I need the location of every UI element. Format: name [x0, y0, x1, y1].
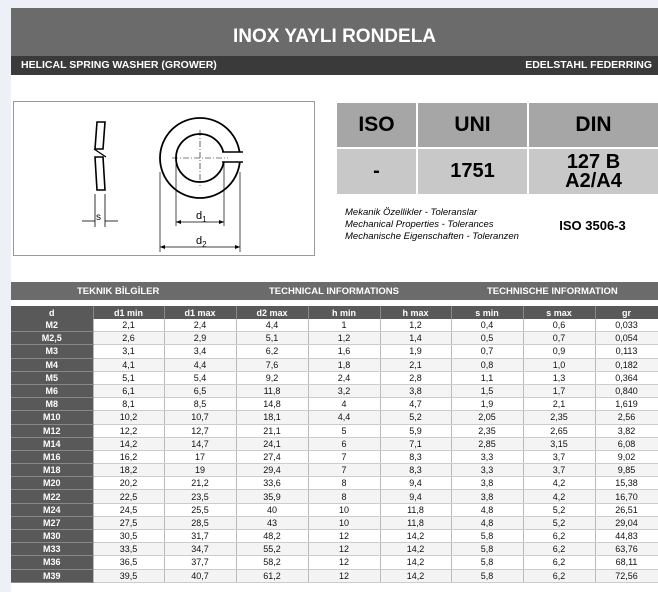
table-cell: 5,2 [523, 516, 595, 529]
table-cell: 6,5 [164, 384, 236, 397]
thread-size-cell: M6 [11, 384, 93, 397]
table-cell: 4,2 [523, 477, 595, 490]
table-cell: 3,8 [451, 490, 523, 503]
column-header: d2 max [236, 306, 308, 319]
table-row [11, 450, 658, 463]
table-cell: 29,04 [595, 516, 658, 529]
datasheet-page [11, 8, 658, 592]
subtitle-bar [11, 56, 658, 75]
table-row [11, 411, 658, 424]
table-cell: 4,7 [380, 398, 451, 411]
table-row [11, 530, 658, 543]
table-cell: 0,113 [595, 345, 658, 358]
thread-size-cell: M2,5 [11, 332, 93, 345]
table-cell: 4,1 [93, 358, 164, 371]
table-cell: 43 [236, 516, 308, 529]
table-cell: 27,4 [236, 450, 308, 463]
table-cell: 14,7 [164, 437, 236, 450]
column-header: gr [595, 306, 658, 319]
thread-size-cell: M10 [11, 411, 93, 424]
table-cell: 30,5 [93, 530, 164, 543]
thread-size-cell: M2 [11, 319, 93, 332]
table-cell: 36,5 [93, 556, 164, 569]
table-cell: 23,5 [164, 490, 236, 503]
band-label-en: TECHNICAL INFORMATIONS [269, 286, 400, 297]
din-value [529, 149, 658, 194]
technical-info-band [11, 282, 658, 300]
page-title: INOX YAYLI RONDELA [11, 8, 658, 58]
table-cell: 9,4 [380, 477, 451, 490]
table-row [11, 516, 658, 529]
din-material: A2/A4 [565, 169, 622, 192]
thread-size-cell: M12 [11, 424, 93, 437]
table-cell: 26,51 [595, 503, 658, 516]
table-cell: 58,2 [236, 556, 308, 569]
thread-size-cell: M4 [11, 358, 93, 371]
table-cell: 63,76 [595, 543, 658, 556]
table-cell: 6,2 [236, 345, 308, 358]
table-cell: 5,8 [451, 543, 523, 556]
column-header: s max [523, 306, 595, 319]
washer-technical-drawing [13, 101, 315, 256]
table-cell: 11,8 [380, 516, 451, 529]
table-cell: 48,2 [236, 530, 308, 543]
thread-size-cell: M16 [11, 450, 93, 463]
table-cell: 14,2 [380, 530, 451, 543]
table-cell: 1,9 [380, 345, 451, 358]
table-cell: 8 [308, 477, 380, 490]
table-cell: 3,3 [451, 450, 523, 463]
table-cell: 1,5 [451, 384, 523, 397]
table-cell: 3,7 [523, 464, 595, 477]
thread-size-cell: M20 [11, 477, 93, 490]
thread-size-cell: M8 [11, 398, 93, 411]
subtitle-german: EDELSTAHL FEDERRING [525, 59, 652, 71]
table-cell: 29,4 [236, 464, 308, 477]
table-cell: 55,2 [236, 543, 308, 556]
table-cell: 2,1 [380, 358, 451, 371]
spring-washer-dimension-table [11, 306, 658, 583]
table-cell: 0,9 [523, 345, 595, 358]
table-cell: 4,4 [308, 411, 380, 424]
table-cell: 0,054 [595, 332, 658, 345]
iso-header: ISO [337, 103, 416, 147]
table-cell: 4,4 [236, 319, 308, 332]
d2-dimension-label: $d_2$ [196, 235, 207, 249]
properties-tr: Mekanik Özellikler - Toleranslar [345, 207, 478, 218]
table-cell: 2,56 [595, 411, 658, 424]
table-cell: 3,8 [451, 477, 523, 490]
table-cell: 10,2 [93, 411, 164, 424]
standards-block [337, 103, 658, 254]
table-cell: 22,5 [93, 490, 164, 503]
table-row [11, 569, 658, 582]
table-row [11, 490, 658, 503]
thread-size-cell: M14 [11, 437, 93, 450]
table-cell: 14,8 [236, 398, 308, 411]
table-cell: 5,8 [451, 556, 523, 569]
thread-size-cell: M24 [11, 503, 93, 516]
table-cell: 2,1 [523, 398, 595, 411]
table-cell: 8 [308, 490, 380, 503]
table-row [11, 477, 658, 490]
table-cell: 16,2 [93, 450, 164, 463]
table-cell: 4,4 [164, 358, 236, 371]
column-header: d1 min [93, 306, 164, 319]
band-label-tr: TEKNIK BİLGİLER [77, 286, 160, 297]
table-row [11, 424, 658, 437]
table-body [11, 319, 658, 582]
table-cell: 7 [308, 464, 380, 477]
table-cell: 1,1 [451, 371, 523, 384]
table-cell: 18,2 [93, 464, 164, 477]
table-cell: 3,3 [451, 464, 523, 477]
thread-size-cell: M3 [11, 345, 93, 358]
table-cell: 14,2 [380, 556, 451, 569]
table-cell: 5,2 [523, 503, 595, 516]
table-cell: 1,6 [308, 345, 380, 358]
table-cell: 1,7 [523, 384, 595, 397]
table-cell: 4,2 [523, 490, 595, 503]
table-cell: 5,8 [451, 569, 523, 582]
table-cell: 5 [308, 424, 380, 437]
table-cell: 1,4 [380, 332, 451, 345]
table-cell: 12,7 [164, 424, 236, 437]
din-header: DIN [529, 103, 658, 147]
table-cell: 37,7 [164, 556, 236, 569]
table-cell: 7 [308, 450, 380, 463]
table-cell: 10 [308, 516, 380, 529]
table-row [11, 345, 658, 358]
table-cell: 1,3 [523, 371, 595, 384]
column-header: s min [451, 306, 523, 319]
column-header: d [11, 306, 93, 319]
thread-size-cell: M5 [11, 371, 93, 384]
table-cell: 4,8 [451, 503, 523, 516]
properties-en: Mechanical Properties - Tolerances [345, 219, 494, 230]
table-cell: 0,033 [595, 319, 658, 332]
table-cell: 12,2 [93, 424, 164, 437]
table-cell: 21,2 [164, 477, 236, 490]
table-cell: 24,1 [236, 437, 308, 450]
table-cell: 1 [308, 319, 380, 332]
table-row [11, 332, 658, 345]
table-row [11, 543, 658, 556]
table-row [11, 358, 658, 371]
table-cell: 12 [308, 556, 380, 569]
side-view-lower-coil [95, 157, 105, 190]
table-cell: 44,83 [595, 530, 658, 543]
table-cell: 35,9 [236, 490, 308, 503]
table-cell: 1,0 [523, 358, 595, 371]
table-cell: 11,8 [236, 384, 308, 397]
table-cell: 3,1 [93, 345, 164, 358]
table-cell: 4 [308, 398, 380, 411]
table-cell: 5,1 [93, 371, 164, 384]
table-cell: 10 [308, 503, 380, 516]
table-cell: 33,6 [236, 477, 308, 490]
table-cell: 61,2 [236, 569, 308, 582]
table-row [11, 398, 658, 411]
table-row [11, 384, 658, 397]
table-cell: 0,5 [451, 332, 523, 345]
table-cell: 1,619 [595, 398, 658, 411]
thread-size-cell: M30 [11, 530, 93, 543]
table-cell: 2,05 [451, 411, 523, 424]
side-view-upper-coil [95, 122, 105, 149]
thread-size-cell: M36 [11, 556, 93, 569]
table-cell: 3,82 [595, 424, 658, 437]
table-cell: 8,5 [164, 398, 236, 411]
table-cell: 3,15 [523, 437, 595, 450]
table-cell: 7,1 [380, 437, 451, 450]
table-cell: 9,85 [595, 464, 658, 477]
band-label-de: TECHNISCHE INFORMATION [487, 286, 618, 297]
table-cell: 1,9 [451, 398, 523, 411]
table-cell: 72,56 [595, 569, 658, 582]
table-cell: 1,8 [308, 358, 380, 371]
table-cell: 0,6 [523, 319, 595, 332]
table-cell: 2,85 [451, 437, 523, 450]
table-cell: 20,2 [93, 477, 164, 490]
column-header: d1 max [164, 306, 236, 319]
table-cell: 5,9 [380, 424, 451, 437]
table-cell: 3,4 [164, 345, 236, 358]
table-cell: 12 [308, 530, 380, 543]
table-cell: 2,65 [523, 424, 595, 437]
table-row [11, 464, 658, 477]
table-cell: 2,1 [93, 319, 164, 332]
subtitle-english: HELICAL SPRING WASHER (GROWER) [21, 59, 217, 71]
table-cell: 18,1 [236, 411, 308, 424]
table-cell: 8,3 [380, 464, 451, 477]
table-cell: 6,2 [523, 543, 595, 556]
table-cell: 5,1 [236, 332, 308, 345]
table-cell: 27,5 [93, 516, 164, 529]
table-cell: 6,1 [93, 384, 164, 397]
table-cell: 39,5 [93, 569, 164, 582]
table-cell: 16,70 [595, 490, 658, 503]
table-cell: 8,3 [380, 450, 451, 463]
table-cell: 24,5 [93, 503, 164, 516]
table-cell: 0,7 [451, 345, 523, 358]
table-cell: 2,8 [380, 371, 451, 384]
table-cell: 6,2 [523, 530, 595, 543]
table-cell: 31,7 [164, 530, 236, 543]
thread-size-cell: M33 [11, 543, 93, 556]
table-row [11, 371, 658, 384]
table-cell: 12 [308, 543, 380, 556]
washer-drawing-svg [14, 102, 314, 255]
table-cell: 0,7 [523, 332, 595, 345]
table-cell: 4,8 [451, 516, 523, 529]
table-cell: 0,182 [595, 358, 658, 371]
table-cell: 25,5 [164, 503, 236, 516]
iso-value: - [337, 149, 416, 194]
thread-size-cell: M27 [11, 516, 93, 529]
table-row [11, 319, 658, 332]
table-cell: 14,2 [380, 543, 451, 556]
table-cell: 3,8 [380, 384, 451, 397]
thread-size-cell: M39 [11, 569, 93, 582]
table-cell: 40,7 [164, 569, 236, 582]
table-cell: 33,5 [93, 543, 164, 556]
table-cell: 5,8 [451, 530, 523, 543]
table-cell: 34,7 [164, 543, 236, 556]
table-cell: 6,2 [523, 556, 595, 569]
table-cell: 2,4 [308, 371, 380, 384]
table-cell: 14,2 [380, 569, 451, 582]
table-cell: 2,35 [451, 424, 523, 437]
table-cell: 1,2 [308, 332, 380, 345]
table-cell: 19 [164, 464, 236, 477]
table-cell: 14,2 [93, 437, 164, 450]
table-cell: 2,6 [93, 332, 164, 345]
table-cell: 12 [308, 569, 380, 582]
d1-dimension-label: $d_1$ [196, 210, 207, 224]
table-cell: 40 [236, 503, 308, 516]
table-header-row [11, 306, 658, 319]
table-cell: 8,1 [93, 398, 164, 411]
table-cell: 17 [164, 450, 236, 463]
table-row [11, 503, 658, 516]
table-cell: 7,6 [236, 358, 308, 371]
din-number: 127 B [566, 150, 621, 173]
table-cell: 21,1 [236, 424, 308, 437]
table-row [11, 437, 658, 450]
table-cell: 15,38 [595, 477, 658, 490]
table-row [11, 556, 658, 569]
table-cell: 6,08 [595, 437, 658, 450]
table-cell: 2,35 [523, 411, 595, 424]
table-cell: 9,2 [236, 371, 308, 384]
column-header: h max [380, 306, 451, 319]
table-cell: 28,5 [164, 516, 236, 529]
table-cell: 9,4 [380, 490, 451, 503]
thread-size-cell: M22 [11, 490, 93, 503]
table-cell: 68,11 [595, 556, 658, 569]
properties-de: Mechanische Eigenschaften - Toleranzen [345, 231, 519, 242]
table-cell: 0,4 [451, 319, 523, 332]
table-cell: 3,7 [523, 450, 595, 463]
table-cell: 5,4 [164, 371, 236, 384]
table-cell: 0,8 [451, 358, 523, 371]
table-cell: 6,2 [523, 569, 595, 582]
table-cell: 11,8 [380, 503, 451, 516]
table-cell: 1,2 [380, 319, 451, 332]
table-cell: 9,02 [595, 450, 658, 463]
table-cell: 2,9 [164, 332, 236, 345]
table-cell: 2,4 [164, 319, 236, 332]
table-cell: 6 [308, 437, 380, 450]
uni-value: 1751 [418, 149, 527, 194]
thread-size-cell: M18 [11, 464, 93, 477]
table-cell: 5,2 [380, 411, 451, 424]
table-cell: 0,364 [595, 371, 658, 384]
mechanical-properties-text [337, 196, 527, 254]
table-cell: 3,2 [308, 384, 380, 397]
table-cell: 10,7 [164, 411, 236, 424]
table-cell: 0,840 [595, 384, 658, 397]
s-dimension-label: s [96, 212, 101, 223]
column-header: h min [308, 306, 380, 319]
iso-tolerance-standard: ISO 3506-3 [559, 217, 626, 233]
uni-header: UNI [418, 103, 527, 147]
